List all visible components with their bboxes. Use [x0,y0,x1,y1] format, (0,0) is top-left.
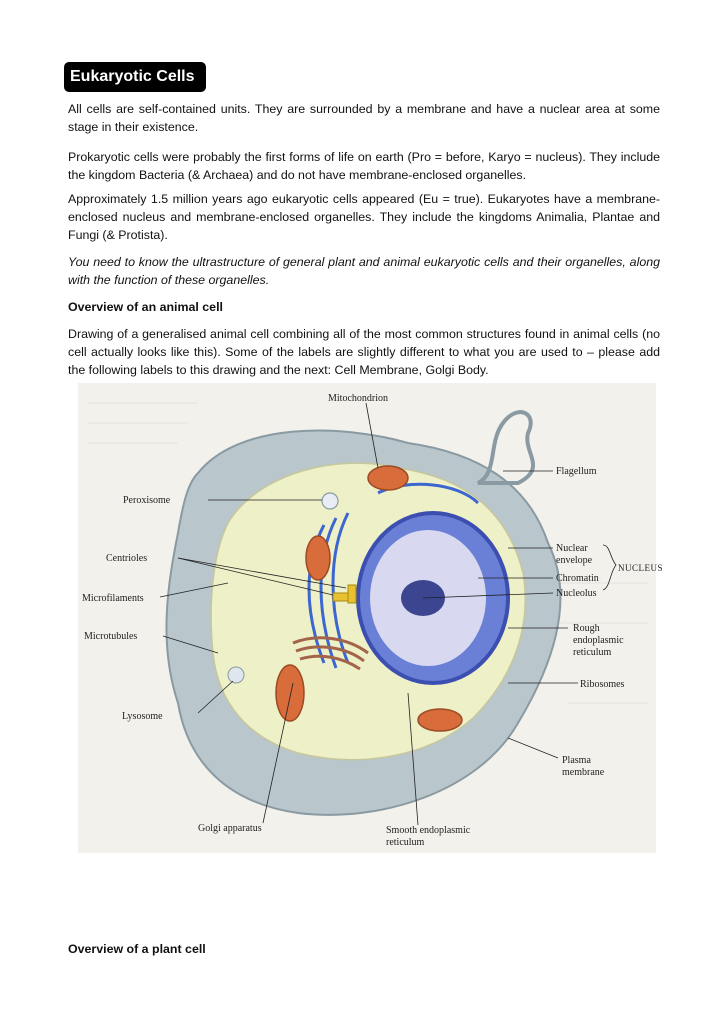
label-golgi-apparatus: Golgi apparatus [198,823,262,834]
paragraph-cells-intro: All cells are self-contained units. They are surrounded by a membrane and have a nuclear area at some stage in their existence. [68,102,660,134]
label-rough-er-line3: reticulum [573,647,612,658]
label-microtubules: Microtubules [84,631,138,642]
label-nuclear-line1: Nuclear [556,543,588,554]
label-rough-er-line2: endoplasmic [573,635,624,646]
label-peroxisome: Peroxisome [123,495,171,506]
label-plasma-line2: membrane [562,767,605,778]
paragraph-requirement: You need to know the ultrastructure of general plant and animal eukaryotic cells and their organelles, along with the function of these organelles. [68,255,660,287]
label-nucleolus: Nucleolus [556,588,597,599]
animal-cell-figure [78,383,664,853]
label-nuclear-line2: envelope [556,555,593,566]
label-chromatin: Chromatin [556,573,599,584]
label-rough-er-line1: Rough [573,623,600,634]
label-lysosome: Lysosome [122,711,163,722]
label-microfilaments: Microfilaments [82,593,144,604]
paragraph-prokaryotes: Prokaryotic cells were probably the first forms of life on earth (Pro = before, Karyo = nucleus). They include the kingdom Bacteria (& Archaea) and do not have membrane-enclosed organelles. [68,150,660,182]
paragraph-eukaryotes: Approximately 1.5 million years ago eukaryotic cells appeared (Eu = true). Eukaryotes have a membrane-enclosed nucleus and membrane-enclosed organelles. They include the kingdoms Animalia, Plantae and Fungi (& Protista). [68,192,660,242]
label-smooth-er-line1: Smooth endoplasmic [386,825,471,836]
label-flagellum: Flagellum [556,466,597,477]
label-plasma-line1: Plasma [562,755,591,766]
label-ribosomes: Ribosomes [580,679,625,690]
label-nucleus: NUCLEUS [618,563,664,573]
paragraph-drawing-note: Drawing of a generalised animal cell combining all of the most common structures found in animal cells (no cell actually looks like this). Some of the labels are slightly different to what you are used to – please add the following labels to this drawing and the next: Cell Membrane, Golgi Body. [68,327,660,377]
label-centrioles: Centrioles [106,553,148,564]
heading-plant-cell: Overview of a plant cell [68,942,206,956]
heading-animal-cell: Overview of an animal cell [68,300,223,314]
page-title: Eukaryotic Cells [64,62,206,92]
label-mitochondrion: Mitochondrion [328,393,388,404]
label-smooth-er-line2: reticulum [386,837,425,848]
animal-cell-illustration [78,383,664,853]
